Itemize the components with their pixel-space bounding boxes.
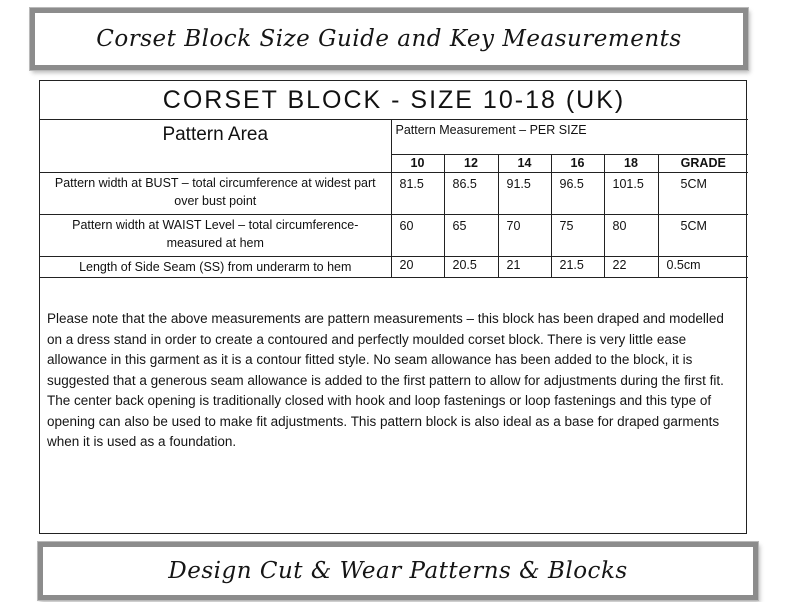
table-cell: 22 xyxy=(604,257,658,278)
table-cell: 21 xyxy=(498,257,551,278)
table-cell: 5CM xyxy=(658,215,748,257)
table-cell: 21.5 xyxy=(551,257,604,278)
table-cell: 20 xyxy=(391,257,444,278)
table-cell: 86.5 xyxy=(444,173,498,215)
table-title: CORSET BLOCK - SIZE 10-18 (UK) xyxy=(40,81,748,120)
size-column-header: 16 xyxy=(551,155,604,173)
table-cell: 101.5 xyxy=(604,173,658,215)
table-cell: 0.5cm xyxy=(658,257,748,278)
size-column-header: 10 xyxy=(391,155,444,173)
table-cell: 70 xyxy=(498,215,551,257)
row-label: Length of Side Seam (SS) from underarm to hem xyxy=(40,257,391,278)
table-cell: 91.5 xyxy=(498,173,551,215)
measurement-sheet xyxy=(39,80,747,534)
table-cell: 60 xyxy=(391,215,444,257)
pattern-area-header: Pattern Area xyxy=(40,120,391,173)
size-column-header: 12 xyxy=(444,155,498,173)
table-cell: 81.5 xyxy=(391,173,444,215)
table-row xyxy=(40,173,748,215)
table-cell: 96.5 xyxy=(551,173,604,215)
measurement-table xyxy=(40,81,748,278)
footer-title: Design Cut & Wear Patterns & Blocks xyxy=(168,558,628,584)
measurement-header: Pattern Measurement – PER SIZE xyxy=(391,120,748,155)
grade-column-header: GRADE xyxy=(658,155,748,173)
row-label: Pattern width at WAIST Level – total circumference- measured at hem xyxy=(40,215,391,257)
size-column-header: 14 xyxy=(498,155,551,173)
header-title: Corset Block Size Guide and Key Measurements xyxy=(96,26,682,52)
note-paragraph: Please note that the above measurements are pattern measurements – this block has been draped and modelled on a dress stand in order to create a contoured and perfectly moulded corset block. There is very little ease allowance in this garment as it is a contour fitted style. No seam allowance has been added to the block, it is suggested that a generous seam allowance is added to the first pattern to allow for adjustments during the first fit. The center back opening is traditionally closed with hook and loop fastenings or loop fastenings and this type of opening can also be used to make fit adjustments. This pattern block is also ideal as a base for draped garments when it is used as a foundation. xyxy=(47,311,724,449)
size-column-header: 18 xyxy=(604,155,658,173)
table-cell: 75 xyxy=(551,215,604,257)
table-cell: 5CM xyxy=(658,173,748,215)
table-cell: 20.5 xyxy=(444,257,498,278)
table-row xyxy=(40,257,748,278)
table-cell: 80 xyxy=(604,215,658,257)
table-row xyxy=(40,215,748,257)
header-banner xyxy=(30,8,748,70)
footer-banner xyxy=(38,542,758,600)
table-cell: 65 xyxy=(444,215,498,257)
row-label: Pattern width at BUST – total circumference at widest part over bust point xyxy=(40,173,391,215)
